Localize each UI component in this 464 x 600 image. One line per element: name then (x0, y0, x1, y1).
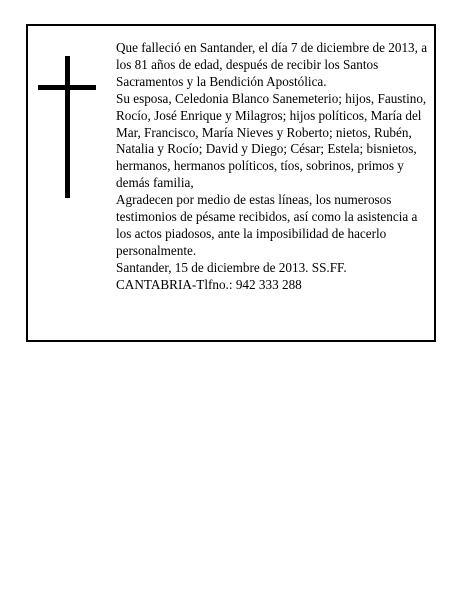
cross-vertical-bar (65, 56, 70, 198)
gratitude-paragraph: Agradecen por medio de estas líneas, los numerosos testimonios de pésame recibidos, así como la asistencia a los actos piadosos, ante la imposibilidad de hacerlo personalmente. (116, 192, 418, 258)
cross-horizontal-bar (38, 85, 96, 90)
family-paragraph: Su esposa, Celedonia Blanco Sanemeterio; hijos, Faustino, Rocío, José Enrique y Milagros; hijos políticos, María del Mar, Francisco, María Nieves y Roberto; nietos, Rubén, Natalia y Rocío; David y Diego; César; Estela; bisnietos, hermanos, hermanos políticos, tíos, sobrinos, primos y demás familia, (116, 90, 427, 191)
notice-text (116, 40, 428, 294)
death-announcement-paragraph: Que falleció en Santander, el día 7 de diciembre de 2013, a los 81 años de edad, después de recibir los Santos Sacramentos y la Bendición Apostólica. (116, 40, 428, 89)
latin-cross-icon (38, 56, 96, 198)
contact-line: CANTABRIA-Tlfno.: 942 333 288 (116, 276, 302, 292)
place-date-line: Santander, 15 de diciembre de 2013. SS.FF. (116, 259, 347, 275)
obituary-notice (26, 24, 436, 342)
